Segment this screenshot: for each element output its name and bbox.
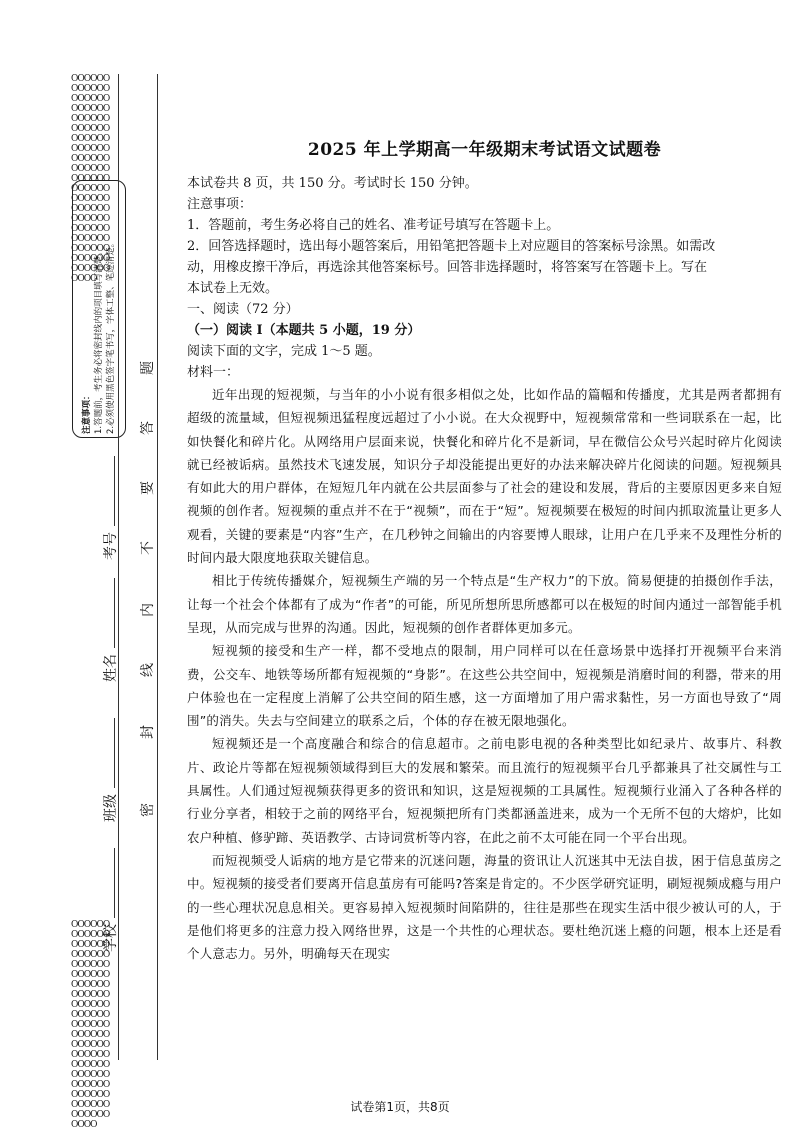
exam-no-field (100, 456, 120, 560)
subsection-heading: （一）阅读 I（本题共 5 小题，19 分） (187, 323, 421, 338)
seal-char-7: 答 (140, 421, 156, 435)
school-label: 学校 (103, 924, 119, 952)
material-paragraph: 近年出现的短视频，与当年的小小说有很多相似之处，比如作品的篇幅和传播度，尤其是两者都拥有超级的流量域，但短视频迅猛程度远超过了小小说。在大众视野中，短视频常常和一些词联系在一起，比如快餐化和碎片化。从网络用户层面来说，快餐化和碎片化不是新词，早在微信公众号兴起时碎片化阅读就已经被诟病。虽然技术飞速发展，知识分子却没能提出更好的办法来解决碎片化阅读的问题。短视频具有如此大的用户群体，在短短几年内就在公共层面参与了社会的建设和发展，背后的主要原因更多来自短视频的创作者。短视频的重点并不在于“视频”，而在于“短”。短视频要在极短的时间内抓取流量让更多人观看，关键的要素是“内容”生产，在几秒钟之间输出的内容要博人眼球，让用户在几乎来不及理性分析的时间内最大限度地获取关键信息。 (187, 387, 782, 566)
class-label: 班级 (103, 794, 119, 822)
rule-2-line-3: 本试卷上无效。 (187, 281, 279, 296)
seal-char-6: 要 (140, 481, 156, 495)
seal-char-8: 题 (140, 361, 156, 375)
seal-char-4: 内 (140, 603, 156, 617)
margin-notice-text (81, 184, 117, 434)
name-field (100, 578, 120, 682)
binding-circles-bottom: OOOOOOOOOOOOOOOOOOOOOOOOOOOOOOOOOOOOOOOOOOOOOOOOOOOOOOOOOOOOOOOOOOOOOOOOOOOOOOOOOOOOOOOOOOOOOOOOOOOOOOOOOOOOOOOOOOOOOOOOOOOO (71, 920, 110, 1130)
material-paragraph: 而短视频受人诟病的地方是它带来的沉迷问题，海量的资讯让人沉迷其中无法自拔，困于信息茧房之中。短视频的接受者们要离开信息茧房有可能吗?答案是肯定的。不少医学研究证明，刷短视频成瘾与用户的一些心理状况息息相关。更容易掉入短视频时间陷阱的，往往是那些在现实生活中很少被认可的人，于是他们将更多的注意力投入网络世界，这是一个共性的心理状态。要杜绝沉迷上瘾的问题，根本上还是看个人意志力。另外，明确每天在现实 (187, 852, 782, 962)
exam-intro: 本试卷共 8 页，共 150 分。考试时长 150 分钟。 (187, 176, 478, 191)
exam-title: 2025 年上学期高一年级期末考试语文试题卷 (307, 140, 662, 160)
school-blank (102, 848, 115, 918)
page-footer: 试卷第1页，共8页 (350, 1100, 450, 1114)
class-field (100, 718, 120, 822)
material-label: 材料一： (187, 365, 240, 380)
class-blank (102, 718, 115, 788)
margin-notice-item-2: 2.必须使用黑色签字笔书写，字体工整、笔迹清楚。 (106, 238, 116, 434)
material-paragraph: 短视频还是一个高度融合和综合的信息超市。之前电影电视的各种类型比如纪录片、故事片、科教片、政论片等都在短视频领域得到巨大的发展和繁荣。而且流行的短视频平台几乎都兼具了社交属性与工具属性。人们通过短视频获得更多的资讯和知识，这是短视频的工具属性。短视频行业涌入了各种各样的行业分享者，相较于之前的网络平台，短视频把所有门类都涵盖进来，成为一个无所不包的大熔炉，比如农户种植、修驴蹄、英语教学、古诗词赏析等内容，在此之前不太可能在同一个平台出现。 (187, 736, 782, 845)
seal-char-5: 不 (140, 541, 156, 555)
seal-char-1: 密 (140, 803, 156, 817)
seal-char-3: 线 (140, 663, 156, 677)
binding-line-inner (157, 74, 158, 1060)
material-paragraph: 相比于传统传播媒介，短视频生产端的另一个特点是“生产权力”的下放。简易便捷的拍摄创作手法，让每一个社会个体都有了成为“作者”的可能，所见所想所思所感都可以在极短的时间内通过一部智能手机呈现，从而完成与世界的沟通。因此，短视频的创作者群体更加多元。 (187, 573, 782, 635)
name-label: 姓名 (103, 654, 119, 682)
material-paragraph: 短视频的接受和生产一样，都不受地点的限制，用户同样可以在任意场景中选择打开视频平台来消费，公交车、地铁等场所都有短视频的“身影”。在这些公共空间中，短视频是消磨时间的利器，带来的用户体验也在一定程度上消解了公共空间的陌生感，这一方面增加了用户需求黏性，另一方面也导致了“周围”的消失。失去与空间建立的联系之后，个体的存在被无限地强化。 (187, 643, 782, 729)
margin-notice-item-1: 1.答题前，考生务必将密封线内的项目填写清楚。 (94, 247, 104, 434)
seal-char-2: 封 (140, 725, 156, 739)
rule-2-line-1: 2．回答选择题时，选出每小题答案后，用铅笔把答题卡上对应题目的答案标号涂黑。如需改 (187, 239, 716, 254)
name-blank (102, 578, 115, 648)
binding-circles-top: OOOOOOOOOOOOOOOOOOOOOOOOOOOOOOOOOOOOOOOOOOOOOOOOOOOOOOOOOOOOOOOOOOOOOOOOOOOOOOOOOOOOOOOOOOOOOOOOOOOOOOOOOOOOOOOOOOOOOOOOOOOO (71, 74, 110, 284)
exam-page-content (187, 140, 782, 965)
material-text (187, 383, 782, 965)
margin-notice-title: 注意事项： (82, 391, 92, 434)
rule-1: 1．答题前，考生务必将自己的姓名、准考证号填写在答题卡上。 (187, 218, 560, 233)
exam-no-label: 考号 (103, 532, 119, 560)
notice-heading: 注意事项： (187, 197, 253, 212)
reading-instruction: 阅读下面的文字，完成 1～5 题。 (187, 344, 381, 359)
rule-2-line-2: 动，用橡皮擦干净后，再选涂其他答案标号。回答非选择题时，将答案写在答题卡上。写在 (187, 260, 708, 275)
exam-no-blank (102, 456, 115, 526)
section-heading: 一、阅读（72 分） (187, 302, 299, 317)
